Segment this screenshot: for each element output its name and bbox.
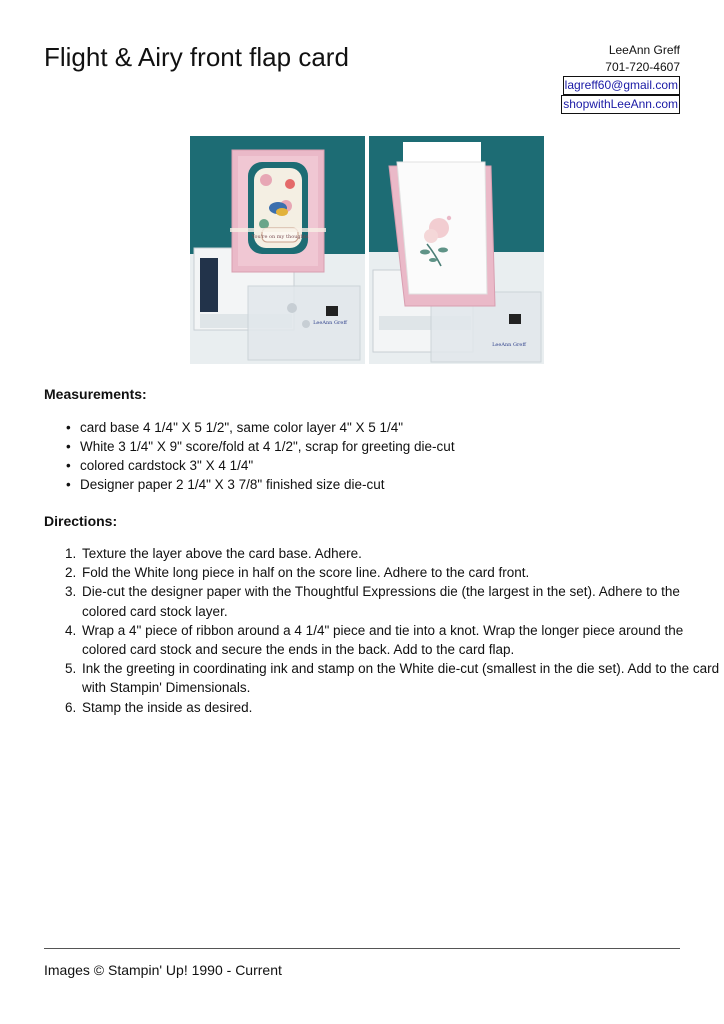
list-item: 6. Stamp the inside as desired.: [80, 698, 724, 717]
photo-signature-right: LeeAnn Greff: [492, 342, 526, 348]
list-item: • White 3 1/4" X 9" score/fold at 4 1/2", scrap for greeting die-cut: [66, 437, 706, 456]
directions-heading: Directions:: [44, 513, 118, 529]
contact-website-link[interactable]: shopwithLeeAnn.com: [561, 95, 680, 114]
contact-block: [561, 42, 680, 114]
list-item: 3. Die-cut the designer paper with the Thoughtful Expressions die (the largest in the set). Adhere to the colored card stock layer.: [80, 582, 724, 620]
measurements-heading: Measurements:: [44, 386, 147, 402]
directions-list: [44, 544, 724, 717]
contact-phone: 701-720-4607: [605, 60, 680, 74]
contact-email-link[interactable]: lagreff60@gmail.com: [563, 76, 680, 95]
card-inside-photo: [369, 136, 544, 364]
list-item: • colored cardstock 3" X 4 1/4": [66, 456, 706, 475]
footer-divider: [44, 948, 680, 949]
greeting-text: You're on my thoughts: [251, 234, 309, 240]
photo-signature-left: LeeAnn Greff: [313, 320, 347, 326]
measurements-list: [44, 418, 706, 494]
contact-name: LeeAnn Greff: [608, 43, 680, 57]
list-item: 5. Ink the greeting in coordinating ink and stamp on the White die-cut (smallest in the die set). Add to the card with Stampin' Dimensionals.: [80, 659, 724, 697]
document-title: Flight & Airy front flap card: [44, 42, 349, 72]
list-item: 2. Fold the White long piece in half on the score line. Adhere to the card front.: [80, 563, 724, 582]
list-item: 4. Wrap a 4" piece of ribbon around a 4 1/4" piece and tie into a knot. Wrap the longer piece around the colored card stock and secure the ends in the back. Add to the card flap.: [80, 621, 724, 659]
footer-copyright: Images © Stampin' Up! 1990 - Current: [44, 962, 282, 978]
card-photos: [190, 136, 546, 364]
list-item: • Designer paper 2 1/4" X 3 7/8" finished size die-cut: [66, 475, 706, 494]
card-front-photo: [190, 136, 365, 364]
list-item: 1. Texture the layer above the card base. Adhere.: [80, 544, 724, 563]
list-item: • card base 4 1/4" X 5 1/2", same color layer 4" X 5 1/4": [66, 418, 706, 437]
